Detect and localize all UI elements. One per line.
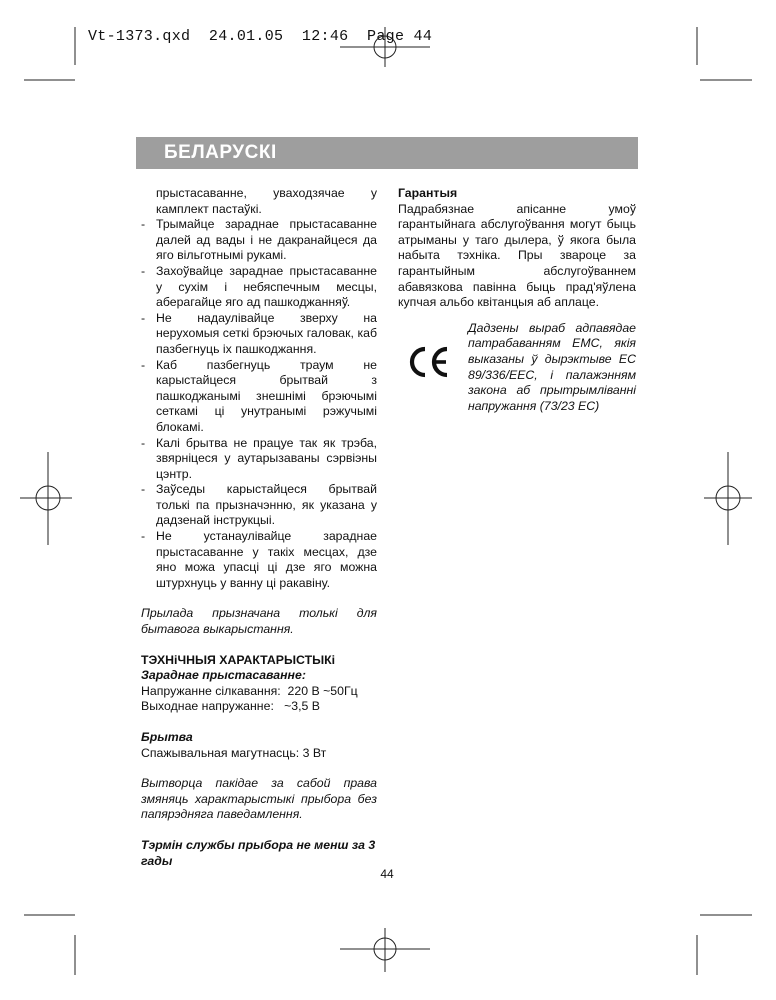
registration-mark-icon xyxy=(340,27,430,67)
list-item xyxy=(141,311,377,358)
list-item-text: Захоўвайце зараднае прыстасаванне у сухім і небяспечным месцы, аберагайце яго ад пашкоджанняў. xyxy=(156,263,377,310)
list-item-text: Калі брытва не працуе так як трэба, звярніцеся у аутарызаваны сэрвіэны цэнтр. xyxy=(156,435,377,481)
list-item-text: Не устанаулівайце зараднае прыстасаванне у такіх месцах, дзе яно можа упасці ці дзе яго можна штурхнуць у ванну ці ракавіну. xyxy=(156,529,377,590)
list-item xyxy=(141,436,377,483)
voltage-out: Выходнае напружанне: ~3,5 В xyxy=(141,699,321,714)
ce-mark-icon xyxy=(398,321,468,401)
print-slug: Vt-1373.qxd 24.01.05 12:46 Page 44 xyxy=(88,28,433,45)
list-item xyxy=(141,358,377,436)
registration-mark-icon xyxy=(704,452,752,545)
bullet-dash: - xyxy=(141,217,146,232)
section-banner xyxy=(136,137,638,169)
ce-compliance-text: Дадзены выраб адпавядае патрабаванням ЕМС, якія выказаны ў дырэктыве ЕС 89/336/ЕЕС, і палажэнням закона аб прытрымліванні напружання (73/23 ЕС) xyxy=(468,320,636,413)
specs-heading: ТЭХНіЧНЫЯ ХАРАКТАРЫСТЫКі xyxy=(141,652,336,667)
warranty-text: Падрабязнае апісанне умоў гарантыйнага абслугоўвання могут быць атрыманы у таго дылера, ў якога была набыта тэхніка. Пры звароце за гарантыйным абслугоўваннем абавязкова павінна быць прад'яўлена купчая альбо квітанцыя аб аплаце. xyxy=(398,201,636,310)
bullet-dash: - xyxy=(141,435,146,450)
list-item xyxy=(141,482,377,529)
change-note: Вытворца пакідае за сабой права змяняць характарыстыкі прыбора без папярэдняга паведамлення. xyxy=(141,776,377,822)
warranty-heading: Гарантыя xyxy=(398,186,458,200)
section-title: БЕЛАРУСКІ xyxy=(164,142,277,163)
list-item-text: Заўседы карыстайцеся брытвай толькі па прызначэнню, як указана у дадзенай інструкцыі. xyxy=(156,482,377,528)
bullet-dash: - xyxy=(141,482,146,497)
list-item-text: Не надаулівайце зверху на нерухомыя сеткі брэючых галовак, каб пазбегнуць іх пашкоджання. xyxy=(156,310,377,356)
voltage-in: Напружанне сілкавання: 220 В ~50Гц xyxy=(141,683,358,698)
registration-mark-icon xyxy=(20,452,72,545)
right-column xyxy=(398,186,636,414)
bullet-dash: - xyxy=(141,263,146,278)
service-life: Тэрмін службы прыбора не менш за 3 гады xyxy=(141,837,376,868)
list-item-text: Каб пазбегнуць траум не карыстайцеся брытвай з пашкоджанымі знешнімі брэючымі сеткамі ці унутранымі рэжучымі блокамі. xyxy=(156,357,377,434)
list-item xyxy=(141,217,377,264)
power-consumption: Спажывальная магутнасць: 3 Вт xyxy=(141,745,327,760)
page-number: 44 xyxy=(380,867,394,881)
left-column xyxy=(141,186,377,869)
bullet-dash: - xyxy=(141,310,146,325)
list-item xyxy=(141,529,377,591)
list-item-text: Трымайце зараднае прыстасаванне далей ад вады і не дакранайцеся да яго вільготнымі рукамі. xyxy=(156,217,377,263)
intro-continuation: прыстасаванне, уваходзячае у камплект пастаўкі. xyxy=(156,186,377,216)
registration-mark-icon xyxy=(340,928,430,972)
bullet-dash: - xyxy=(141,357,146,372)
bullet-dash: - xyxy=(141,529,146,544)
ce-block xyxy=(398,321,636,415)
shaver-heading: Брытва xyxy=(141,730,193,744)
household-note: Прылада прызначана толькі для бытавога выкарыстання. xyxy=(141,606,377,637)
list-item xyxy=(141,264,377,311)
charger-heading: Зараднае прыстасаванне: xyxy=(141,668,306,683)
